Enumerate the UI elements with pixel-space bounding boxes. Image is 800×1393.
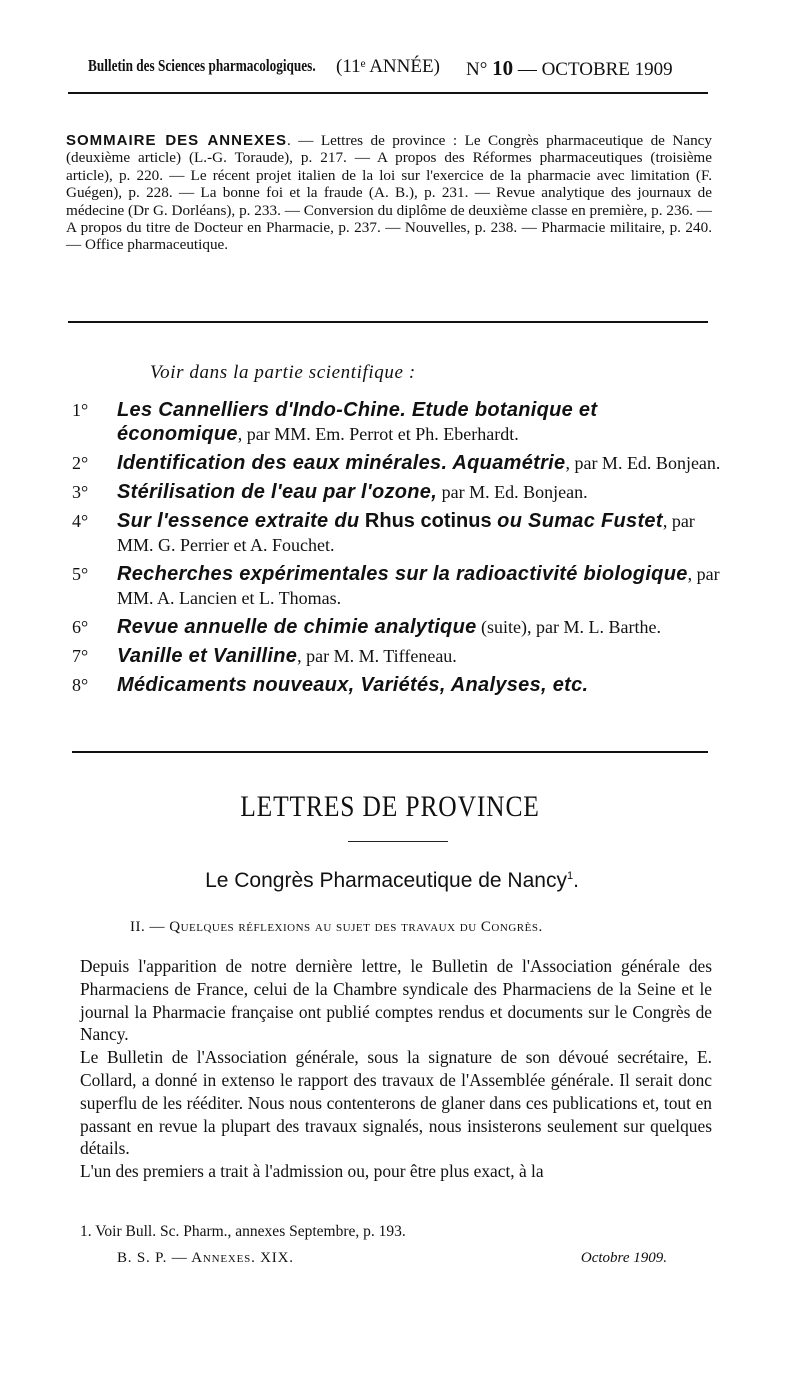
article-title <box>0 869 784 893</box>
section-heading-ii: II. — Quelques réflexions au sujet des travaux du Congrès. <box>130 919 543 935</box>
sommaire-label: SOMMAIRE DES ANNEXES <box>66 132 287 149</box>
footer-signature: B. S. P. — Annexes. XIX. <box>117 1250 294 1266</box>
list-item <box>72 562 722 610</box>
paragraph: Depuis l'apparition de notre dernière lettre, le Bulletin de l'Association générale des Pharmaciens de France, celui de la Chambre syndicale des Pharmaciens de la Seine et le journal la Pharmacie française ont publié comptes rendus et documents sur le Congrès de Nancy. <box>80 956 712 1045</box>
footer-date: Octobre 1909. <box>580 1250 667 1266</box>
item-number: 6° <box>72 617 89 637</box>
sommaire-block <box>66 132 712 254</box>
item-number: 3° <box>72 482 89 502</box>
article-body <box>80 955 712 1183</box>
running-header <box>88 54 708 84</box>
paragraph: Le Bulletin de l'Association générale, sous la signature de son dévoué secrétaire, E. Collard, a donné in extenso le rapport des travaux de l'Assemblée générale. Il serait donc superflu de les rééditer. Nous nous contenterons de glaner dans ces publications et, tout en passant en revue la plupart des travaux signalés, nous insisterons seulement sur quelques détails. <box>80 1047 712 1159</box>
journal-title: Bulletin des Sciences pharmacologiques. <box>88 56 316 75</box>
footnote-ref: 1 <box>566 870 574 882</box>
list-item <box>72 480 722 504</box>
sommaire-text: . — Lettres de province : Le Congrès pharmaceutique de Nancy (deuxième article) (L.-G. Toraude), p. 217. — A propos des Réformes pharmaceutiques (troisième article), p. 220. — Le récent projet italien de la loi sur l'exercice de la pharmacie avec limitation (F. Guégen), p. 228. — La bonne foi et la fraude (A. B.), p. 231. — Revue analytique des journaux de médecine (Dr G. Dorléans), p. 233. — Conversion du diplôme de deuxième classe en première, p. 236. — A propos du titre de Docteur en Pharmacie, p. 237. — Nouvelles, p. 238. — Pharmacie militaire, p. 240. — Office pharmaceutique. <box>66 132 712 254</box>
paragraph: L'un des premiers a trait à l'admission ou, pour être plus exact, à la <box>80 1161 544 1182</box>
item-title: Identification des eaux minérales. Aquamétrie <box>117 452 566 474</box>
item-number: 4° <box>72 511 89 531</box>
item-number: 1° <box>72 400 89 420</box>
list-item <box>72 673 722 697</box>
item-authors: , par M. Ed. Bonjean. <box>565 453 721 473</box>
item-number: 2° <box>72 453 89 473</box>
item-title: Vanille et Vanilline <box>117 645 298 667</box>
item-authors: par M. Ed. Bonjean. <box>437 482 588 502</box>
title-divider <box>348 841 448 842</box>
header-rule <box>68 92 708 94</box>
item-authors: , par MM. A. Lancien et L. Thomas. <box>117 564 720 608</box>
issue-number: 10 <box>492 56 514 80</box>
article-title-text: Le Congrès Pharmaceutique de Nancy <box>205 869 567 892</box>
item-authors: , par MM. Em. Perrot et Ph. Eberhardt. <box>237 424 519 444</box>
list-item <box>72 644 722 668</box>
contents-rule <box>72 751 708 753</box>
page-footer <box>117 1250 667 1272</box>
item-title: Sur l'essence extraite du <box>117 510 360 532</box>
item-authors: , par M. M. Tiffeneau. <box>297 646 457 666</box>
item-authors: (suite), par M. L. Barthe. <box>476 617 661 637</box>
footnote: 1. Voir Bull. Sc. Pharm., annexes Septembre, p. 193. <box>80 1223 406 1240</box>
journal-year: (11ᵉ ANNÉE) <box>336 56 440 77</box>
article-title-end: . <box>573 869 579 892</box>
item-title: Revue annuelle de chimie analytique <box>117 616 477 638</box>
scientific-contents-list <box>72 398 722 702</box>
issue-info <box>466 56 673 81</box>
item-title-cont: ou Sumac Fustet <box>497 510 663 532</box>
item-number: 5° <box>72 564 89 584</box>
list-item <box>72 451 722 475</box>
item-title-bold: Rhus cotinus <box>359 510 498 532</box>
item-title: Recherches expérimentales sur la radioactivité biologique <box>117 563 688 585</box>
item-title: Les Cannelliers d'Indo-Chine. Etude botanique et économique <box>117 399 598 445</box>
item-authors: , par MM. G. Perrier et A. Fouchet. <box>117 511 695 555</box>
item-number: 7° <box>72 646 89 666</box>
list-item <box>72 615 722 639</box>
issue-date: — OCTOBRE 1909 <box>517 59 673 80</box>
sommaire-rule <box>68 321 708 323</box>
list-item <box>72 398 722 446</box>
item-title: Médicaments nouveaux, Variétés, Analyses, etc. <box>117 674 589 696</box>
issue-prefix: N° <box>466 59 488 80</box>
section-title: LETTRES DE PROVINCE <box>240 790 540 823</box>
item-title: Stérilisation de l'eau par l'ozone, <box>117 481 438 503</box>
voir-heading: Voir dans la partie scientifique : <box>150 362 416 383</box>
item-number: 8° <box>72 675 89 695</box>
list-item <box>72 509 722 557</box>
